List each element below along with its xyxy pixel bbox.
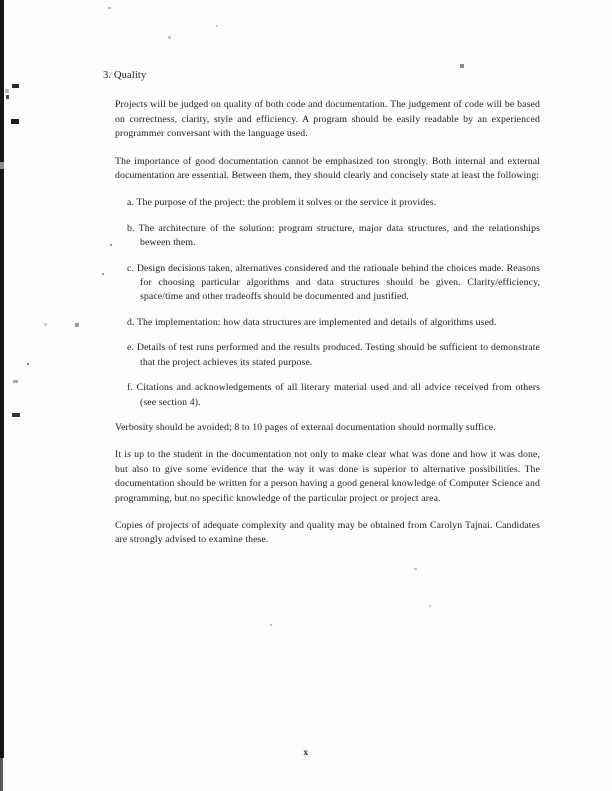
scan-speck bbox=[460, 64, 464, 68]
scan-speck bbox=[75, 323, 79, 327]
requirement-text: Design decisions taken, alternatives considered and the rationale behind the choices made. Reasons for choosing particular algorithms and data structures should be given. Clarity/efficiency, space/time and other tradeoffs should be documented and justified. bbox=[136, 262, 540, 303]
requirement-item-f bbox=[127, 381, 540, 410]
closing-paragraph: Verbosity should be avoided; 8 to 10 pages of external documentation should normally suffice. bbox=[115, 421, 496, 433]
scan-edge-notch bbox=[0, 162, 4, 169]
closing-paragraph: It is up to the student in the documentation not only to make clear what was done and how it was done, but also to give some evidence that the way it was done is superior to alternative possibilities. The documentation should be written for a person having a good general knowledge of Computer Science and programming, but no specific knowledge of the particular project or project area. bbox=[115, 449, 540, 504]
scan-edge-strip-bottom bbox=[0, 758, 3, 791]
requirement-item-d bbox=[127, 316, 540, 330]
scan-speck bbox=[110, 244, 112, 246]
requirement-text: The purpose of the project: the problem it solves or the service it provides. bbox=[136, 197, 437, 209]
scan-edge-strip bbox=[0, 0, 4, 758]
requirement-item-b bbox=[127, 222, 540, 251]
scan-speck bbox=[44, 323, 47, 326]
requirement-label: c. bbox=[127, 262, 134, 274]
section-heading: 3. Quality bbox=[103, 70, 147, 81]
requirement-label: d. bbox=[127, 316, 135, 328]
scan-speck bbox=[12, 84, 19, 88]
requirement-text: Details of test runs performed and the results produced. Testing should be sufficient to demonstrate that the project achieves its stated purpose. bbox=[136, 342, 540, 368]
requirement-text: Citations and acknowledgements of all literary material used and all advice received from others (see section 4). bbox=[136, 382, 540, 408]
scan-speck bbox=[5, 89, 9, 93]
scan-speck bbox=[108, 7, 111, 9]
scan-speck bbox=[216, 25, 218, 27]
requirement-label: a. bbox=[127, 197, 134, 209]
scan-speck bbox=[168, 36, 171, 39]
closing-paragraph: Copies of projects of adequate complexity and quality may be obtained from Carolyn Tajnai. Candidates are strongly advised to examine these. bbox=[115, 519, 540, 546]
scan-speck bbox=[414, 568, 417, 570]
requirement-text: The implementation: how data structures are implemented and details of algorithms used. bbox=[136, 316, 497, 328]
scan-speck bbox=[13, 380, 18, 383]
scan-speck bbox=[12, 413, 20, 417]
requirement-label: e. bbox=[127, 342, 134, 354]
scan-speck bbox=[429, 605, 431, 607]
intro-paragraph: The importance of good documentation cannot be emphasized too strongly. Both internal and external documentation are essential. Between them, they should clearly and concisely state at least the following: bbox=[115, 155, 540, 182]
page-number-footer: x bbox=[303, 748, 309, 758]
document-body bbox=[103, 69, 540, 561]
scan-speck bbox=[27, 363, 29, 365]
scan-speck bbox=[11, 119, 19, 124]
requirement-label: b. bbox=[127, 222, 135, 234]
requirement-item-c bbox=[127, 262, 540, 305]
requirement-item-e bbox=[127, 341, 540, 370]
intro-paragraph: Projects will be judged on quality of both code and documentation. The judgement of code will be based on correctness, clarity, style and efficiency. A program should be easily readable by an experienced programmer conversant with the language used. bbox=[115, 99, 540, 140]
requirements-list bbox=[115, 196, 540, 409]
requirement-text: The architecture of the solution: program structure, major data structures, and the relationships beween them. bbox=[138, 222, 540, 249]
scan-speck bbox=[270, 624, 272, 626]
requirement-item-a bbox=[127, 196, 540, 210]
scan-speck bbox=[6, 95, 9, 99]
requirement-label: f. bbox=[127, 382, 133, 394]
scan-speck bbox=[102, 273, 104, 275]
